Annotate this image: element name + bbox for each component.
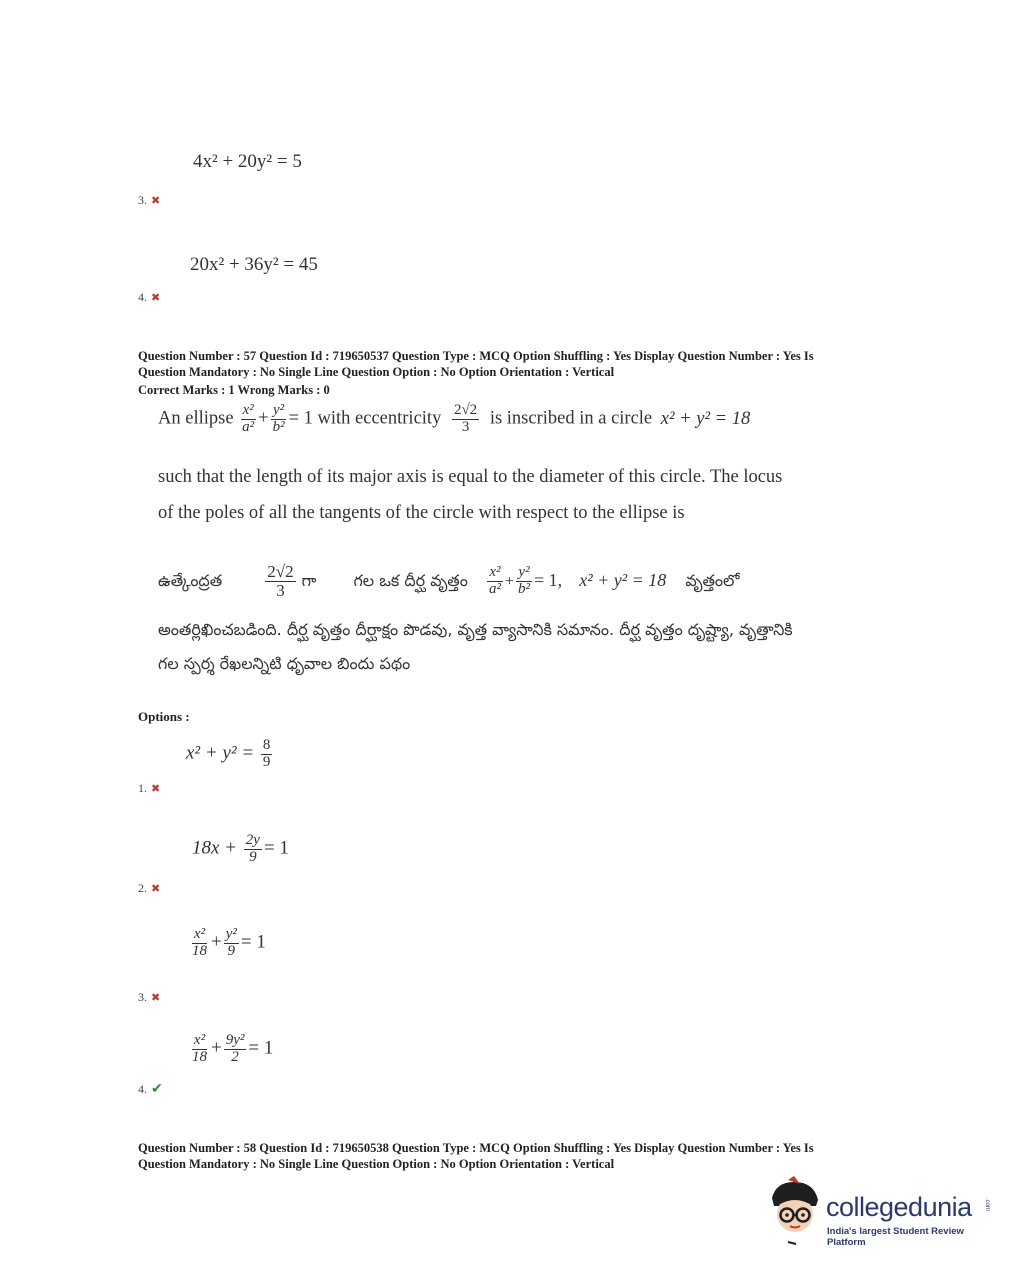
wrong-mark-icon: ✖ bbox=[151, 195, 161, 207]
logo-com: .com bbox=[984, 1198, 990, 1212]
fraction-x2-a2: $\frac{\text{x²}}{\text{a²}}$ bbox=[242, 402, 255, 435]
logo-tagline: India's largest Student Review Platform bbox=[827, 1226, 964, 1248]
q57-english-line1: An ellipse $\frac{\text{x²}}{\text{a²}}$ + $\frac{\text{y²}}{\text{b²}}$ = 1 with eccentricity $\frac{2√2}{3}$ is inscribed in a circle x² + y² = 18 bbox=[158, 402, 751, 435]
wrong-mark-icon: ✖ bbox=[151, 883, 161, 895]
option4-number[interactable]: 4. ✔ bbox=[138, 1082, 163, 1097]
wrong-mark-icon: ✖ bbox=[151, 292, 161, 304]
check-mark-icon: ✔ bbox=[151, 1082, 163, 1097]
eccentricity-fraction-telugu: $\frac{2√2}{3}$ bbox=[267, 562, 294, 600]
q57-english-line2: such that the length of its major axis is equal to the diameter of this circle. The locus bbox=[158, 467, 783, 487]
fraction-x2-a2-telugu: $\frac{\text{x²}}{\text{a²}}$ bbox=[488, 564, 501, 597]
q57-telugu-line3: గల స్పర్శ రేఖలన్నిటి ధృవాల బిందు పథం bbox=[158, 654, 411, 673]
logo-name: collegedunia bbox=[826, 1192, 972, 1222]
fraction-y2-b2-telugu: $\frac{\text{y²}}{\text{b²}}$ bbox=[517, 564, 530, 597]
q57-telugu-line1: ఉత్కేంద్రత $\frac{2√2}{3}$ గా గల ఒక దీర్ఘ వృత్తం $\frac{\text{x²}}{\text{a²}}$ + $\frac{\text{y²}}{\text{b²}}$ = 1, x² + y² = 18 వృత్తంలో bbox=[158, 562, 740, 600]
prev-option4-formula: 20x² + 36y² = 45 bbox=[190, 254, 318, 275]
fraction-y2-b2: $\frac{\text{y²}}{\text{b²}}$ bbox=[272, 402, 285, 435]
prev-option3-number: 3. ✖ bbox=[138, 193, 161, 207]
q58-meta: Question Number : 58 Question Id : 719650538 Question Type : MCQ Option Shuffling : Yes Display Question Number : Yes Is Question Mandatory : No Single Line Question Option : No Option Orientation : Vertical bbox=[138, 1141, 814, 1171]
prev-option4-number: 4. ✖ bbox=[138, 290, 161, 304]
q57-english-line3: of the poles of all the tangents of the circle with respect to the ellipse is bbox=[158, 503, 685, 523]
mascot-icon bbox=[766, 1176, 824, 1246]
option2-number[interactable]: 2. ✖ bbox=[138, 881, 161, 895]
options-label: Options : bbox=[138, 709, 190, 724]
eccentricity-fraction: $\frac{2√2}{3}$ bbox=[453, 402, 478, 435]
prev-option3-formula: 4x² + 20y² = 5 bbox=[193, 151, 302, 172]
option2-formula: 18x + $\frac{2y}{9}$ = 1 bbox=[192, 832, 289, 865]
option3-formula: $\frac{\text{x²}}{18}$ + $\frac{\text{y²}}{9}$ = 1 bbox=[192, 926, 266, 959]
option1-formula: x² + y² = $\frac{8}{9}$ bbox=[186, 737, 271, 770]
q57-telugu-line2: అంతర్లిఖించబడింది. దీర్ఘ వృత్తం దీర్ఘాక్షం పొడవు, వృత్త వ్యాసానికి సమానం. దీర్ఘ వృత్తం దృష్ట్యా, వృత్తానికి bbox=[158, 620, 793, 639]
wrong-mark-icon: ✖ bbox=[151, 992, 161, 1004]
option1-number[interactable]: 1. ✖ bbox=[138, 781, 161, 795]
q57-meta: Question Number : 57 Question Id : 719650537 Question Type : MCQ Option Shuffling : Yes Display Question Number : Yes Is Question Mandatory : No Single Line Question Option : No Option Orientation : Vertical Correct Marks : 1 Wrong Marks : 0 bbox=[138, 349, 814, 397]
collegedunia-logo bbox=[766, 1176, 996, 1246]
wrong-mark-icon: ✖ bbox=[151, 783, 161, 795]
option4-formula: $\frac{\text{x²}}{18}$ + $\frac{\text{9y²}}{2}$ = 1 bbox=[192, 1032, 274, 1065]
option3-number[interactable]: 3. ✖ bbox=[138, 990, 161, 1004]
